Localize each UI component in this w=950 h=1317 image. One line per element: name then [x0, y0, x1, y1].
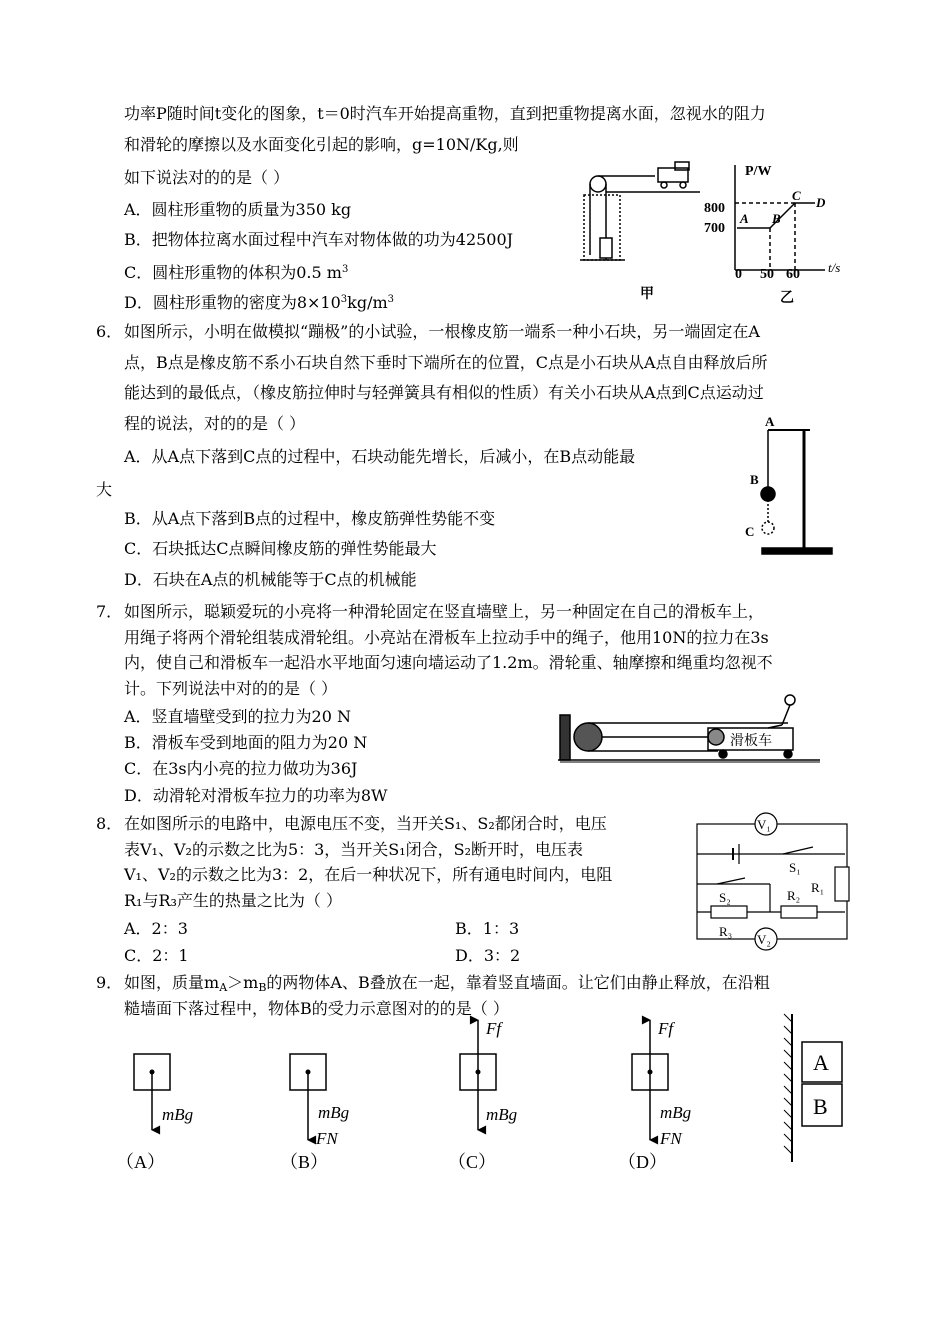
q8-stem-line3: V₁、V₂的示数之比为3：2，在后一种状况下，所有通电时间内，电阻 — [124, 865, 613, 884]
tick-60: 60 — [786, 267, 800, 282]
resistor-r3 — [711, 906, 747, 918]
q8-option-a: A．2：3 — [124, 919, 188, 938]
q7-number: 7． — [96, 602, 123, 621]
block-b-label: B — [813, 1094, 828, 1119]
q6-stem-line1: 如图所示，小明在做模拟“蹦极”的小试验，一根橡皮筋一端系一种小石块，另一端固定在A — [124, 322, 760, 341]
v2-label: V₂ — [757, 932, 771, 947]
point-b: B — [772, 211, 781, 226]
person-icon — [785, 695, 795, 705]
option-label-c: （C） — [448, 1152, 497, 1172]
point-a: A — [740, 211, 749, 226]
q6-number: 6． — [96, 322, 123, 341]
label-ff-d: Ff — [658, 1019, 674, 1038]
q7-option-b: B．滑板车受到地面的阻力为20 N — [124, 733, 368, 752]
q6-option-a: A．从A点下落到C点的过程中，石块动能先增长，后减小，在B点动能最 — [124, 447, 636, 466]
r2-label: R₂ — [787, 888, 801, 903]
label-fn-b: FN — [316, 1129, 338, 1148]
q6-option-a-cont: 大 — [96, 480, 113, 499]
axis-t-label: t/s — [828, 260, 841, 275]
q8-stem-line4: R₁与R₃产生的热量之比为（ ） — [124, 891, 343, 910]
label-jia: 甲 — [640, 287, 654, 302]
q7-option-c: C．在3s内小亮的拉力做功为36J — [124, 759, 358, 778]
tick-700: 700 — [704, 221, 725, 236]
cylinder-icon — [600, 238, 612, 258]
q9-stem-line2: 糙墙面下落过程中，物体B的受力示意图对的的是（ ） — [124, 999, 509, 1018]
moving-pulley-icon — [708, 729, 724, 745]
axis-p-label: P/W — [745, 164, 772, 179]
q7-stem-line4: 计。下列说法中对的的是（ ） — [124, 679, 338, 698]
q6-option-d: D．石块在A点的机械能等于C点的机械能 — [124, 570, 417, 589]
q5-stem-line1: 功率P随时间t变化的图象，t＝0时汽车开始提高重物，直到把重物提离水面，忽视水的阻力 — [124, 104, 766, 123]
option-label-d: （D） — [618, 1152, 667, 1172]
s1-label: S₁ — [789, 860, 801, 875]
fixed-pulley-icon — [574, 723, 602, 751]
point-b: B — [750, 472, 759, 487]
q8-number: 8． — [96, 814, 123, 833]
tick-50: 50 — [760, 267, 774, 282]
point-a: A — [765, 414, 775, 429]
q8-option-d: D．3：2 — [455, 946, 521, 965]
label-yi: 乙 — [780, 291, 794, 306]
q5-option-c: C．圆柱形重物的体积为0.5 $m^3$ — [124, 263, 349, 282]
q6-stem-line2: 点，B点是橡皮筋不系小石块自然下垂时下端所在的位置，C点是小石块从A点自由释放后所 — [124, 353, 768, 372]
q6-option-c: C．石块抵达C点瞬间橡皮筋的弹性势能最大 — [124, 539, 437, 558]
r3-label: R₃ — [719, 924, 733, 939]
label-fn-d: FN — [660, 1129, 682, 1148]
q7-option-d: D．动滑轮对滑板车拉力的功率为8W — [124, 786, 388, 805]
q8-figure — [695, 812, 855, 947]
q9-figure — [110, 1012, 840, 1172]
point-d: D — [816, 195, 826, 210]
q5-option-a: A．圆柱形重物的质量为350 kg — [124, 200, 352, 219]
q7-option-a: A．竖直墙壁受到的拉力为20 N — [124, 707, 352, 726]
q8-option-c: C．2：1 — [124, 946, 189, 965]
q8-stem-line2: 表V₁、V₂的示数之比为5：3，当开关S₁闭合，S₂断开时，电压表 — [124, 840, 584, 859]
v1-label: V₁ — [757, 817, 771, 832]
label-mbg-d: mBg — [660, 1103, 692, 1122]
q5-stem-line2: 和滑轮的摩擦以及水面变化引起的影响，g=10N/Kg,则 — [124, 135, 519, 154]
block-a-label: A — [813, 1050, 829, 1075]
q7-stem-line1: 如图所示，聪颖爱玩的小亮将一种滑轮固定在竖直墙壁上，另一种固定在自己的滑板车上， — [124, 602, 765, 621]
label-ff-c: Ff — [486, 1019, 502, 1038]
q7-figure — [558, 690, 823, 770]
q6-stem-line3: 能达到的最低点，（橡皮筋拉伸时与轻弹簧具有相似的性质）有关小石块从A点到C点运动过 — [124, 383, 764, 402]
q6-stem-line4: 程的说法，对的的是（ ） — [124, 414, 306, 433]
point-c: C — [745, 524, 755, 539]
q7-stem-line2: 用绳子将两个滑轮组装成滑轮组。小亮站在滑板车上拉动手中的绳子，他用10N的拉力在3s — [124, 628, 769, 647]
point-c: C — [792, 188, 801, 203]
option-label-b: （B） — [280, 1152, 329, 1172]
s2-label: S₂ — [719, 890, 731, 905]
tick-800: 800 — [704, 201, 725, 216]
q6-figure — [740, 410, 850, 560]
option-label-a: （A） — [116, 1152, 165, 1172]
q7-stem-line3: 内，使自己和滑板车一起沿水平地面匀速向墙运动了1.2m。滑轮重、轴摩擦和绳重均忽视不 — [124, 653, 773, 672]
label-mbg-b: mBg — [318, 1103, 350, 1122]
q9-number: 9． — [96, 973, 123, 992]
q5-stem-line3: 如下说法对的的是（ ） — [124, 168, 290, 187]
label-mbg-a: mBg — [162, 1105, 194, 1124]
resistor-r1 — [835, 867, 849, 901]
tick-0: 0 — [735, 267, 742, 282]
resistor-r2 — [781, 906, 817, 918]
q8-option-b: B．1：3 — [455, 919, 520, 938]
q5-option-d: D．圆柱形重物的密度为$8\times 10^3kg/m^3$ — [124, 293, 395, 312]
q5-figure — [580, 160, 850, 305]
q8-stem-line1: 在如图所示的电路中，电源电压不变，当开关S₁、S₂都闭合时，电压 — [124, 814, 607, 833]
label-mbg-c: mBg — [486, 1105, 518, 1124]
stone-icon — [761, 487, 775, 501]
pulley-icon — [590, 176, 606, 192]
q5-option-b: B．把物体拉离水面过程中汽车对物体做的功为42500J — [124, 230, 514, 249]
r1-label: R₁ — [811, 880, 825, 895]
q6-option-b: B．从A点下落到B点的过程中，橡皮筋弹性势能不变 — [124, 509, 496, 528]
q9-stem-line1: 如图，质量$m_A>m_B$的两物体A、B叠放在一起，靠着竖直墙面。让它们由静止释放，在沿粗 — [124, 973, 770, 994]
cart-label: 滑板车 — [730, 734, 772, 749]
